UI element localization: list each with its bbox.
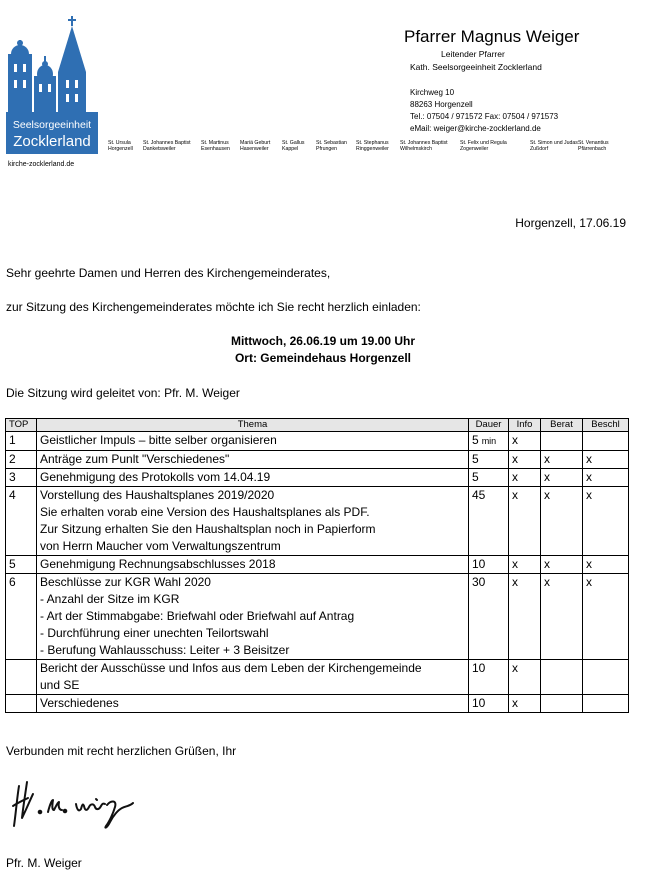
sender-unit: Kath. Seelsorgeeinheit Zocklerland — [410, 62, 542, 72]
parish-9 — [460, 140, 507, 153]
duration-value: 5 — [472, 470, 479, 484]
sender-name: Pfarrer Magnus Weiger — [404, 27, 580, 46]
agenda-beschl: x — [583, 487, 629, 556]
parish-name: St. Stephanus — [356, 140, 389, 146]
agenda-topic — [37, 695, 469, 713]
duration-value: 30 — [472, 575, 486, 589]
logo-line1: Seelsorgeeinheit — [12, 119, 92, 131]
logo-url: kirche-zocklerland.de — [8, 161, 75, 168]
parish-4 — [240, 140, 270, 153]
parish-1 — [108, 140, 133, 153]
agenda-top: 2 — [6, 451, 37, 469]
sender-street: Kirchweg 10 — [410, 88, 455, 97]
parish-name: Mariä Geburt — [240, 140, 271, 146]
duration-value: 5 — [472, 433, 479, 447]
parish-3 — [201, 140, 230, 153]
agenda-topic-line: Verschiedenes — [40, 696, 119, 710]
signature-name: Pfr. M. Weiger — [6, 856, 82, 870]
agenda-top — [6, 695, 37, 713]
parish-name: St. Felix und Regula — [460, 140, 507, 146]
parish-place: Danketsweiler — [143, 146, 176, 153]
agenda-info: x — [509, 451, 541, 469]
duration-unit: min — [481, 436, 497, 446]
agenda-top: 3 — [6, 469, 37, 487]
parish-name: St. Sebastian — [316, 140, 347, 146]
agenda-row — [6, 432, 629, 451]
header-berat: Berat — [541, 419, 583, 432]
intro-text: zur Sitzung des Kirchengemeinderates möchte ich Sie recht herzlich einladen: — [6, 300, 421, 314]
agenda-row — [6, 574, 629, 660]
agenda-topic — [37, 574, 469, 660]
parish-name: St. Ursula — [108, 140, 131, 146]
sender-city: 88263 Horgenzell — [410, 100, 473, 109]
agenda-topic-line: Bericht der Ausschüsse und Infos aus dem Leben der Kirchengemeinde — [40, 661, 422, 675]
parish-11 — [578, 140, 609, 153]
agenda-topic — [37, 487, 469, 556]
agenda-beschl — [583, 695, 629, 713]
closing-text: Verbunden mit recht herzlichen Grüßen, Ihr — [6, 744, 237, 758]
parish-name: St. Simon und Judas — [530, 140, 578, 146]
parish-place: Horgenzell — [108, 146, 133, 153]
agenda-beschl: x — [583, 574, 629, 660]
agenda-topic-line: - Berufung Wahlausschuss: Leiter + 3 Beisitzer — [40, 643, 290, 657]
agenda-top: 4 — [6, 487, 37, 556]
agenda-topic-line: Genehmigung Rechnungsabschlusses 2018 — [40, 557, 276, 571]
parish-place: Pfrungen — [316, 146, 338, 153]
agenda-top — [6, 660, 37, 695]
agenda-info: x — [509, 487, 541, 556]
agenda-berat: x — [541, 574, 583, 660]
agenda-berat: x — [541, 469, 583, 487]
agenda-berat: x — [541, 451, 583, 469]
agenda-berat — [541, 432, 583, 451]
duration-value: 5 — [472, 452, 479, 466]
agenda-topic-line: Anträge zum Punlt "Verschiedenes" — [40, 452, 230, 466]
parish-8 — [400, 140, 448, 153]
agenda-topic-line: - Durchführung einer unechten Teilortswahl — [40, 626, 269, 640]
agenda-info: x — [509, 432, 541, 451]
parish-6 — [316, 140, 347, 153]
parish-name: St. Martinus — [201, 140, 229, 146]
salutation: Sehr geehrte Damen und Herren des Kirchengemeinderates, — [6, 266, 331, 280]
agenda-topic-line: Beschlüsse zur KGR Wahl 2020 — [40, 575, 211, 589]
agenda-topic — [37, 556, 469, 574]
agenda-topic-line: und SE — [40, 678, 80, 692]
agenda-berat: x — [541, 487, 583, 556]
agenda-topic-line: von Herrn Maucher vom Verwaltungszentrum — [40, 539, 281, 553]
agenda-topic-line: Vorstellung des Haushaltsplanes 2019/2020 — [40, 488, 275, 502]
agenda-topic — [37, 469, 469, 487]
header-top: TOP — [6, 419, 37, 432]
letter-date: Horgenzell, 17.06.19 — [515, 216, 626, 230]
agenda-info: x — [509, 574, 541, 660]
logo-line2: Zocklerland — [13, 133, 91, 150]
agenda-beschl: x — [583, 451, 629, 469]
header-dauer: Dauer — [469, 419, 509, 432]
parish-7 — [356, 140, 389, 153]
agenda-beschl: x — [583, 556, 629, 574]
parish-logo — [6, 14, 98, 158]
agenda-duration — [469, 487, 509, 556]
parish-place: Kappel — [282, 146, 299, 153]
parish-place: Zogenweiler — [460, 146, 489, 153]
duration-value: 45 — [472, 488, 486, 502]
agenda-berat: x — [541, 556, 583, 574]
parish-5 — [282, 140, 305, 153]
meeting-date: Mittwoch, 26.06.19 um 19.00 Uhr — [230, 334, 416, 348]
agenda-topic — [37, 660, 469, 695]
meeting-location: Ort: Gemeindehaus Horgenzell — [234, 351, 412, 365]
agenda-row — [6, 487, 629, 556]
sender-email: eMail: weiger@kirche-zocklerland.de — [410, 124, 541, 133]
duration-value: 10 — [472, 696, 486, 710]
parish-place: Esenhausen — [201, 146, 230, 153]
agenda-info: x — [509, 556, 541, 574]
agenda-top: 6 — [6, 574, 37, 660]
header-info: Info — [509, 419, 541, 432]
agenda-topic-line: Sie erhalten vorab eine Version des Haushaltsplanes als PDF. — [40, 505, 370, 519]
agenda-row — [6, 469, 629, 487]
parish-name: St. Venantius — [578, 140, 609, 146]
agenda-topic-line: - Art der Stimmabgabe: Briefwahl oder Briefwahl auf Antrag — [40, 609, 355, 623]
agenda-top: 1 — [6, 432, 37, 451]
agenda-duration — [469, 574, 509, 660]
agenda-beschl: x — [583, 469, 629, 487]
agenda-duration — [469, 695, 509, 713]
agenda-info: x — [509, 469, 541, 487]
agenda-table — [5, 418, 629, 713]
parish-10 — [530, 140, 578, 153]
agenda-topic-line: Geistlicher Impuls – bitte selber organisieren — [40, 433, 277, 447]
sender-phone: Tel.: 07504 / 971572 Fax: 07504 / 971573 — [410, 112, 559, 121]
parish-place: Pfärrenbach — [578, 146, 607, 153]
parish-list — [108, 140, 628, 158]
agenda-duration — [469, 660, 509, 695]
agenda-topic-line: Zur Sitzung erhalten Sie den Haushaltsplan noch in Papierform — [40, 522, 376, 536]
agenda-info: x — [509, 695, 541, 713]
parish-name: St. Johannes Baptist — [143, 140, 191, 146]
agenda-top: 5 — [6, 556, 37, 574]
agenda-topic — [37, 432, 469, 451]
agenda-duration — [469, 469, 509, 487]
duration-value: 10 — [472, 557, 486, 571]
agenda-header-row — [6, 419, 629, 432]
parish-place: Ringgenweiler — [356, 146, 389, 153]
agenda-topic — [37, 451, 469, 469]
sender-role: Leitender Pfarrer — [441, 49, 505, 59]
agenda-duration — [469, 556, 509, 574]
agenda-topic-line: Genehmigung des Protokolls vom 14.04.19 — [40, 470, 271, 484]
parish-place: Zußdorf — [530, 146, 549, 153]
agenda-topic-line: - Anzahl der Sitze im KGR — [40, 592, 180, 606]
duration-value: 10 — [472, 661, 486, 675]
agenda-berat — [541, 695, 583, 713]
header-beschl: Beschl — [583, 419, 629, 432]
agenda-beschl — [583, 660, 629, 695]
agenda-row — [6, 660, 629, 695]
agenda-beschl — [583, 432, 629, 451]
agenda-duration — [469, 451, 509, 469]
agenda-duration — [469, 432, 509, 451]
parish-name: St. Johannes Baptist — [400, 140, 448, 146]
agenda-berat — [541, 660, 583, 695]
agenda-row — [6, 451, 629, 469]
agenda-info: x — [509, 660, 541, 695]
agenda-row — [6, 556, 629, 574]
signature — [10, 776, 146, 836]
parish-name: St. Gallus — [282, 140, 305, 146]
chair-line: Die Sitzung wird geleitet von: Pfr. M. Weiger — [6, 386, 240, 400]
parish-place: Wilhelmskirch — [400, 146, 432, 153]
parish-2 — [143, 140, 191, 153]
parish-place: Hasenweiler — [240, 146, 269, 153]
header-thema: Thema — [37, 419, 469, 432]
agenda-row — [6, 695, 629, 713]
